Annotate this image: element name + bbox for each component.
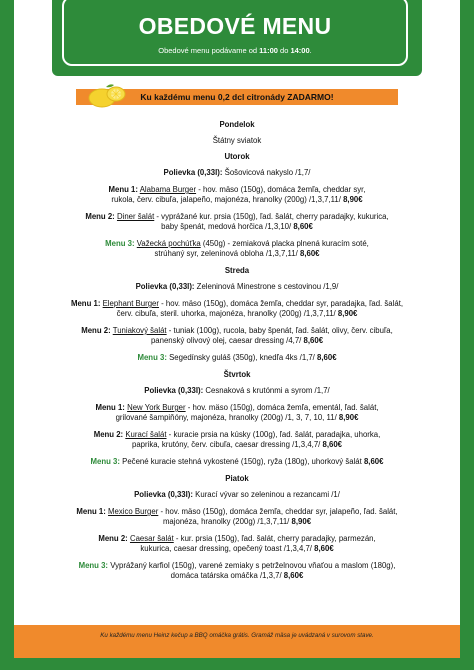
menu-label: Menu 1: (108, 185, 138, 194)
soup-label: Polievka (0,33l): (144, 386, 204, 395)
time-to: 14:00 (290, 46, 310, 55)
menu-item-2 (60, 326, 414, 346)
menu-label: Menu 1: (76, 507, 106, 516)
header-inner-frame (62, 0, 408, 66)
dish-desc-cont: kukurica, caesar dressing, opečený toast /1,3,4,7/ (140, 544, 315, 553)
lemon-icon (86, 82, 128, 110)
dish-desc-cont: rukola, červ. cibuľa, jalapeño, majonéza, hranolky (200g) /1,3,7,11/ (111, 195, 344, 204)
price: 8,60€ (317, 353, 337, 362)
menu-label: Menu 2: (85, 212, 115, 221)
dish-name: Diner šalát (116, 212, 155, 221)
serving-hours-suffix: . (309, 46, 312, 55)
dish-desc-cont: panenský olivový olej, caesar dressing /4,7/ (150, 336, 304, 345)
dish-desc-cont: majonéza, hranolky (200g) /1,3,7,11/ (162, 517, 292, 526)
dish-desc-cont: baby špenát, medová horčica /1,3,10/ (161, 222, 294, 231)
menu-item-1 (60, 185, 414, 205)
soup-item (60, 490, 414, 500)
menu-item-1 (60, 299, 414, 319)
dish-desc: - hov. mäso (150g), domáca žemľa, cheddar syr, (196, 185, 366, 194)
time-from: 11:00 (259, 46, 278, 55)
menu-item-2 (60, 430, 414, 450)
holiday-note: Štátny sviatok (212, 136, 262, 145)
dish-name: Tuniakový šalát (112, 326, 167, 335)
dish-desc: Segedínsky guláš (350g), knedľa 4ks /1,7/ (166, 353, 318, 362)
dish-desc: - hov. mäso (150g), domáca žemľa, cheddar syr, paradajka, ľad. šalát, (158, 299, 404, 308)
page-title: OBEDOVÉ MENU (138, 13, 332, 39)
menu-label: Menu 2: (81, 326, 111, 335)
dish-name: Alabama Burger (139, 185, 197, 194)
price: 8,60€ (303, 336, 324, 345)
price: 8,60€ (322, 440, 343, 449)
footer-text: Ku každému menu Heinz kečup a BBQ omáčka grátis. Gramáž mäsa je uvádzaná v surovom stave. (100, 632, 374, 639)
menu-label: Menu 1: (70, 299, 101, 308)
day-heading-streda: Streda (224, 266, 250, 275)
serving-hours-mid: do (277, 46, 291, 55)
frame-left-border (0, 0, 14, 670)
price: 8,60€ (293, 222, 313, 231)
price: 8,60€ (299, 249, 320, 258)
price: 8,60€ (363, 457, 384, 466)
dish-desc-cont: domáca tatárska omáčka /1,3,7/ (170, 571, 284, 580)
dish-name: Kurací šalát (125, 430, 167, 439)
price: 8,60€ (283, 571, 304, 580)
day-heading-stvrtok: Štvrtok (223, 370, 251, 379)
soup-text: Kurací vývar so zeleninou a rezancami /1/ (193, 490, 340, 499)
serving-hours-prefix: Obedové menu podávame od (158, 46, 260, 55)
menu-item-2 (60, 534, 414, 554)
price: 8,90€ (343, 195, 363, 204)
day-heading-pondelok: Pondelok (219, 120, 255, 129)
dish-name: Mexico Burger (108, 507, 159, 516)
menu-item-2 (60, 212, 414, 232)
price: 8,90€ (338, 413, 359, 422)
price: 8,90€ (291, 517, 312, 526)
dish-desc: (450g) - zemiaková placka plnená kuracím soté, (200, 239, 369, 248)
menu-item-3 (60, 239, 414, 259)
day-heading-utorok: Utorok (224, 152, 250, 161)
menu-label: Menu 2: (98, 534, 128, 543)
menu-label: Menu 3: (105, 239, 135, 248)
menu-label: Menu 3: (78, 561, 109, 570)
dish-desc-cont: paprika, krutóny, červ. cibuľa, caesar dressing /1,3,4,7/ (131, 440, 323, 449)
soup-text: Cesnaková s krutónmi a syrom /1,7/ (203, 386, 330, 395)
frame-right-border (460, 0, 474, 670)
serving-hours (64, 46, 406, 55)
menu-label: Menu 3: (137, 353, 167, 362)
dish-name: New York Burger (127, 403, 186, 412)
dish-desc: - hov. mäso (150g), domáca žemľa, ementál, ľad. šalát, (185, 403, 379, 412)
menu-item-3 (60, 353, 414, 363)
soup-label: Polievka (0,33l): (163, 168, 223, 177)
dish-desc: - vyprážané kur. prsia (150g), ľad. šalát, cherry paradajky, kukurica, (154, 212, 389, 221)
soup-text: Zeleninová Minestrone s cestovinou /1,9/ (194, 282, 339, 291)
promo-text: Ku každému menu 0,2 dcl citronády ZADARMO! (140, 92, 334, 102)
soup-text: Šošovicová nakyslo /1,7/ (222, 168, 311, 177)
dish-desc: Vyprážaný karfiol (150g), varené zemiaky s petrželnovou vňaťou a maslom (180g), (108, 561, 396, 570)
soup-item (60, 386, 414, 396)
dish-desc-cont: grilované šampiňóny, majonéza, hranolky (200g) /1, 3, 7, 10, 11/ (115, 413, 339, 422)
dish-name: Caesar šalát (129, 534, 174, 543)
dish-desc: - kuracie prsia na kúsky (100g), ľad. šalát, paradajka, uhorka, (166, 430, 381, 439)
dish-desc: - hov. mäso (150g), domáca žemľa, cheddar syr, jalapeño, ľad. šalát, (158, 507, 398, 516)
soup-label: Polievka (0,33l): (135, 282, 195, 291)
soup-label: Polievka (0,33l): (134, 490, 193, 499)
menu-item-3 (60, 561, 414, 581)
footer-note (14, 625, 460, 658)
price: 8,60€ (314, 544, 334, 553)
dish-name: Važecká pochúťka (136, 239, 201, 248)
dish-desc: Pečené kuracie stehná vykostené (150g), ryža (180g), uhorkový šalát (119, 457, 364, 466)
dish-name: Elephant Burger (102, 299, 159, 308)
menu-item-1 (60, 507, 414, 527)
menu-label: Menu 3: (90, 457, 120, 466)
price: 8,90€ (337, 309, 358, 318)
menu-label: Menu 2: (93, 430, 124, 439)
dish-desc-cont: červ. cibuľa, steril. uhorka, majonéza, hranolky (200g) /1,3,7,11/ (116, 309, 338, 318)
soup-item (60, 282, 414, 292)
menu-item-1 (60, 403, 414, 423)
dish-desc: - kur. prsia (150g), ľad. šalát, cherry paradajky, parmezán, (173, 534, 376, 543)
dish-desc: - tuniak (100g), rucola, baby špenát, ľad. šalát, olivy, červ. cibuľa, (166, 326, 393, 335)
menu-item-3 (60, 457, 414, 467)
soup-item (60, 168, 414, 178)
menu-label: Menu 1: (95, 403, 125, 412)
day-heading-piatok: Piatok (225, 474, 249, 483)
dish-desc-cont: strúhaný syr, zeleninová obloha /1,3,7,11/ (154, 249, 300, 258)
menu-content (60, 120, 414, 588)
frame-bottom-border (0, 658, 474, 670)
header-banner (52, 0, 422, 76)
